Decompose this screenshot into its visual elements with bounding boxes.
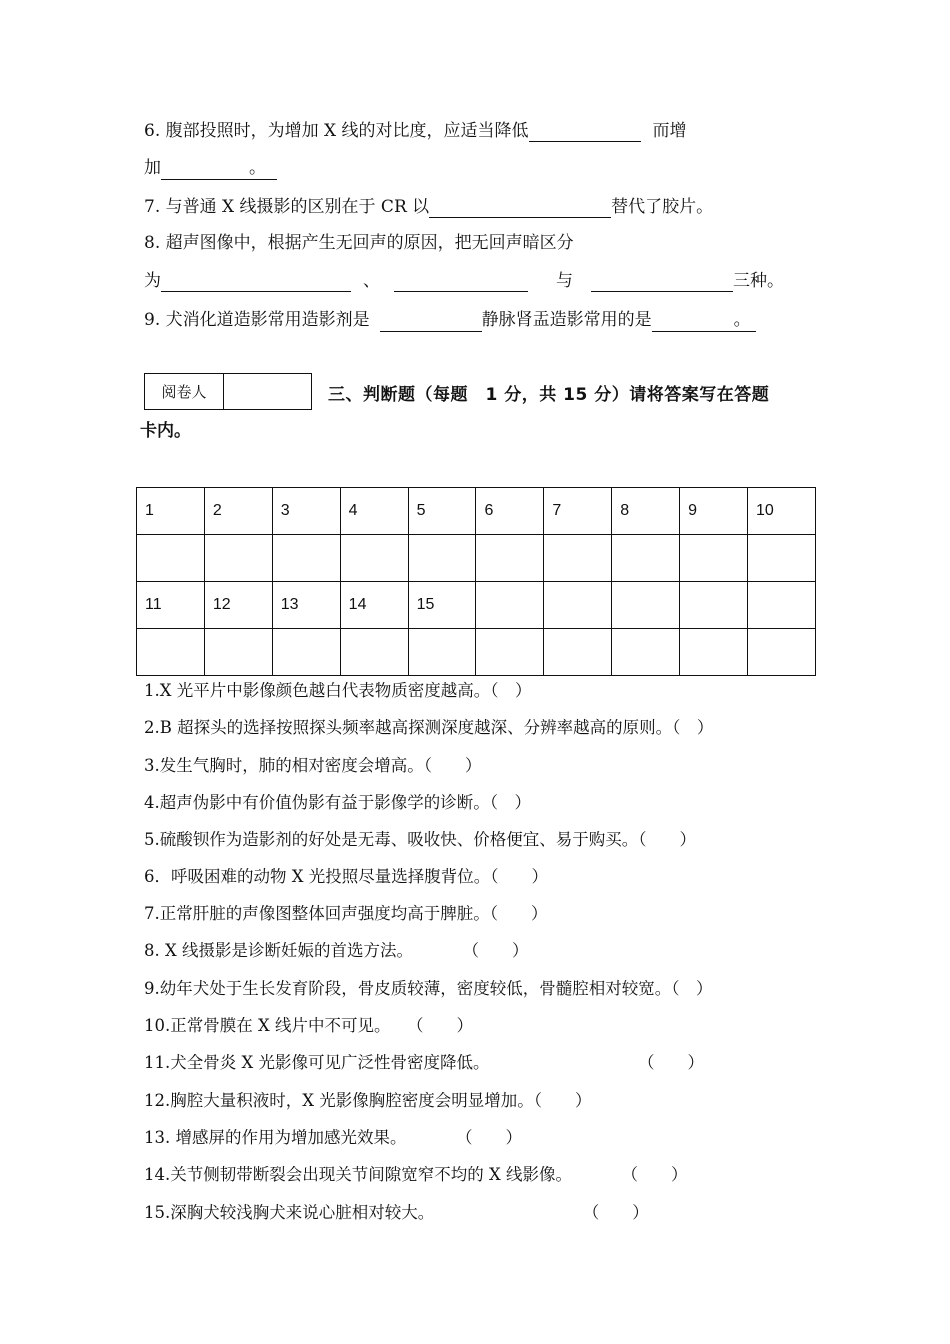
judge-question-4: 4.超声伪影中有价值伪影有益于影像学的诊断。（ ） — [144, 793, 531, 812]
answer-cell[interactable] — [544, 629, 612, 676]
q9-text-cont: 静脉肾盂造影常用的是 — [481, 310, 652, 330]
q9-text: 9. 犬消化道造影常用造影剂是 — [144, 310, 370, 330]
answer-cell[interactable] — [272, 629, 340, 676]
fill-question-6-line1 — [144, 120, 687, 142]
q8-text: 8. 超声图像中，根据产生无回声的原因，把无回声暗区分 — [144, 233, 574, 253]
answer-blank[interactable] — [429, 199, 611, 218]
answer-table-number-row — [137, 488, 816, 535]
answer-cell[interactable] — [137, 629, 205, 676]
answer-cell[interactable] — [340, 535, 408, 582]
table-cell — [680, 582, 748, 629]
q7-text-cont: 替代了胶片。 — [611, 197, 714, 217]
table-cell: 2 — [204, 488, 272, 535]
table-cell: 7 — [544, 488, 612, 535]
grader-box — [144, 373, 312, 410]
answer-blank[interactable] — [161, 161, 249, 180]
judge-question-13: 13. 增感屏的作用为增加感光效果。 （ ） — [144, 1128, 522, 1147]
fill-question-7 — [144, 196, 713, 218]
judge-question-14: 14.关节侧韧带断裂会出现关节间隙宽窄不均的 X 线影像。 （ ） — [144, 1165, 688, 1184]
table-cell: 1 — [137, 488, 205, 535]
q7-text: 7. 与普通 X 线摄影的区别在于 CR 以 — [144, 197, 430, 217]
judge-question-1: 1.X 光平片中影像颜色越白代表物质密度越高。（ ） — [144, 681, 532, 700]
section-title-cont: 卡内。 — [140, 421, 191, 441]
grader-label: 阅卷人 — [145, 374, 224, 409]
section-title: 三、判断题（每题 1 分，共 15 分）请将答案写在答题 — [328, 385, 770, 405]
q8-text-line2: 为 — [144, 271, 161, 291]
table-cell: 9 — [680, 488, 748, 535]
q6-text-line2: 加 — [144, 158, 161, 178]
table-cell: 14 — [340, 582, 408, 629]
judge-question-15: 15.深胸犬较浅胸犬来说心脏相对较大。 （ ） — [144, 1203, 649, 1222]
answer-cell[interactable] — [476, 535, 544, 582]
answer-cell[interactable] — [408, 629, 476, 676]
answer-cell[interactable] — [748, 629, 816, 676]
answer-cell[interactable] — [476, 629, 544, 676]
answer-cell[interactable] — [272, 535, 340, 582]
answer-cell[interactable] — [204, 629, 272, 676]
fill-question-8-line2 — [144, 270, 784, 292]
judge-question-8: 8. X 线摄影是诊断妊娠的首选方法。 （ ） — [144, 941, 529, 960]
answer-blank[interactable] — [591, 273, 733, 292]
judge-question-10: 10.正常骨膜在 X 线片中不可见。 （ ） — [144, 1016, 473, 1035]
q9-end: 。 — [734, 309, 756, 332]
answer-cell[interactable] — [408, 535, 476, 582]
table-cell: 10 — [748, 488, 816, 535]
answer-cell[interactable] — [612, 535, 680, 582]
table-cell — [612, 582, 680, 629]
judge-question-6: 6．呼吸困难的动物 X 光投照尽量选择腹背位。（ ） — [144, 867, 548, 886]
table-cell: 4 — [340, 488, 408, 535]
table-cell — [748, 582, 816, 629]
judge-question-9: 9.幼年犬处于生长发育阶段，骨皮质较薄，密度较低，骨髓腔相对较宽。（ ） — [144, 979, 713, 998]
answer-cell[interactable] — [612, 629, 680, 676]
answer-table-answer-row — [137, 629, 816, 676]
table-cell: 12 — [204, 582, 272, 629]
answer-cell[interactable] — [680, 629, 748, 676]
answer-blank[interactable] — [161, 273, 351, 292]
table-cell: 8 — [612, 488, 680, 535]
q8-sep1: 、 — [363, 271, 380, 291]
answer-cell[interactable] — [680, 535, 748, 582]
fill-question-9 — [144, 309, 756, 332]
answer-cell[interactable] — [204, 535, 272, 582]
judge-question-2: 2.B 超探头的选择按照探头频率越高探测深度越深、分辨率越高的原则。（ ） — [144, 718, 714, 737]
fill-question-8-line1 — [144, 232, 574, 254]
table-cell: 6 — [476, 488, 544, 535]
judge-question-3: 3.发生气胸时，肺的相对密度会增高。（ ） — [144, 756, 482, 775]
table-cell: 13 — [272, 582, 340, 629]
answer-table-number-row — [137, 582, 816, 629]
answer-cell[interactable] — [340, 629, 408, 676]
table-cell — [476, 582, 544, 629]
answer-blank[interactable] — [380, 313, 482, 332]
table-cell: 15 — [408, 582, 476, 629]
table-cell: 5 — [408, 488, 476, 535]
answer-cell[interactable] — [137, 535, 205, 582]
q6-end: 。 — [249, 157, 277, 180]
q8-sep2: 与 — [556, 271, 573, 291]
table-cell: 11 — [137, 582, 205, 629]
answer-cell[interactable] — [748, 535, 816, 582]
judge-question-5: 5.硫酸钡作为造影剂的好处是无毒、吸收快、价格便宜、易于购买。（ ） — [144, 830, 696, 849]
answer-blank[interactable] — [394, 273, 528, 292]
grader-signature-cell[interactable] — [224, 374, 311, 409]
answer-cell[interactable] — [544, 535, 612, 582]
answer-table — [136, 487, 816, 676]
table-cell: 3 — [272, 488, 340, 535]
judge-question-12: 12.胸腔大量积液时，X 光影像胸腔密度会明显增加。（ ） — [144, 1091, 592, 1110]
q6-text: 6. 腹部投照时，为增加 X 线的对比度，应适当降低 — [144, 121, 529, 141]
answer-blank[interactable] — [652, 313, 734, 332]
answer-table-answer-row — [137, 535, 816, 582]
fill-question-6-line2 — [144, 157, 277, 180]
judge-question-7: 7.正常肝脏的声像图整体回声强度均高于脾脏。（ ） — [144, 904, 548, 923]
q6-text-cont: 而增 — [652, 121, 687, 141]
judge-question-11: 11.犬全骨炎 X 光影像可见广泛性骨密度降低。 （ ） — [144, 1053, 704, 1072]
q8-end: 三种。 — [733, 271, 784, 291]
table-cell — [544, 582, 612, 629]
answer-blank[interactable] — [529, 123, 641, 142]
